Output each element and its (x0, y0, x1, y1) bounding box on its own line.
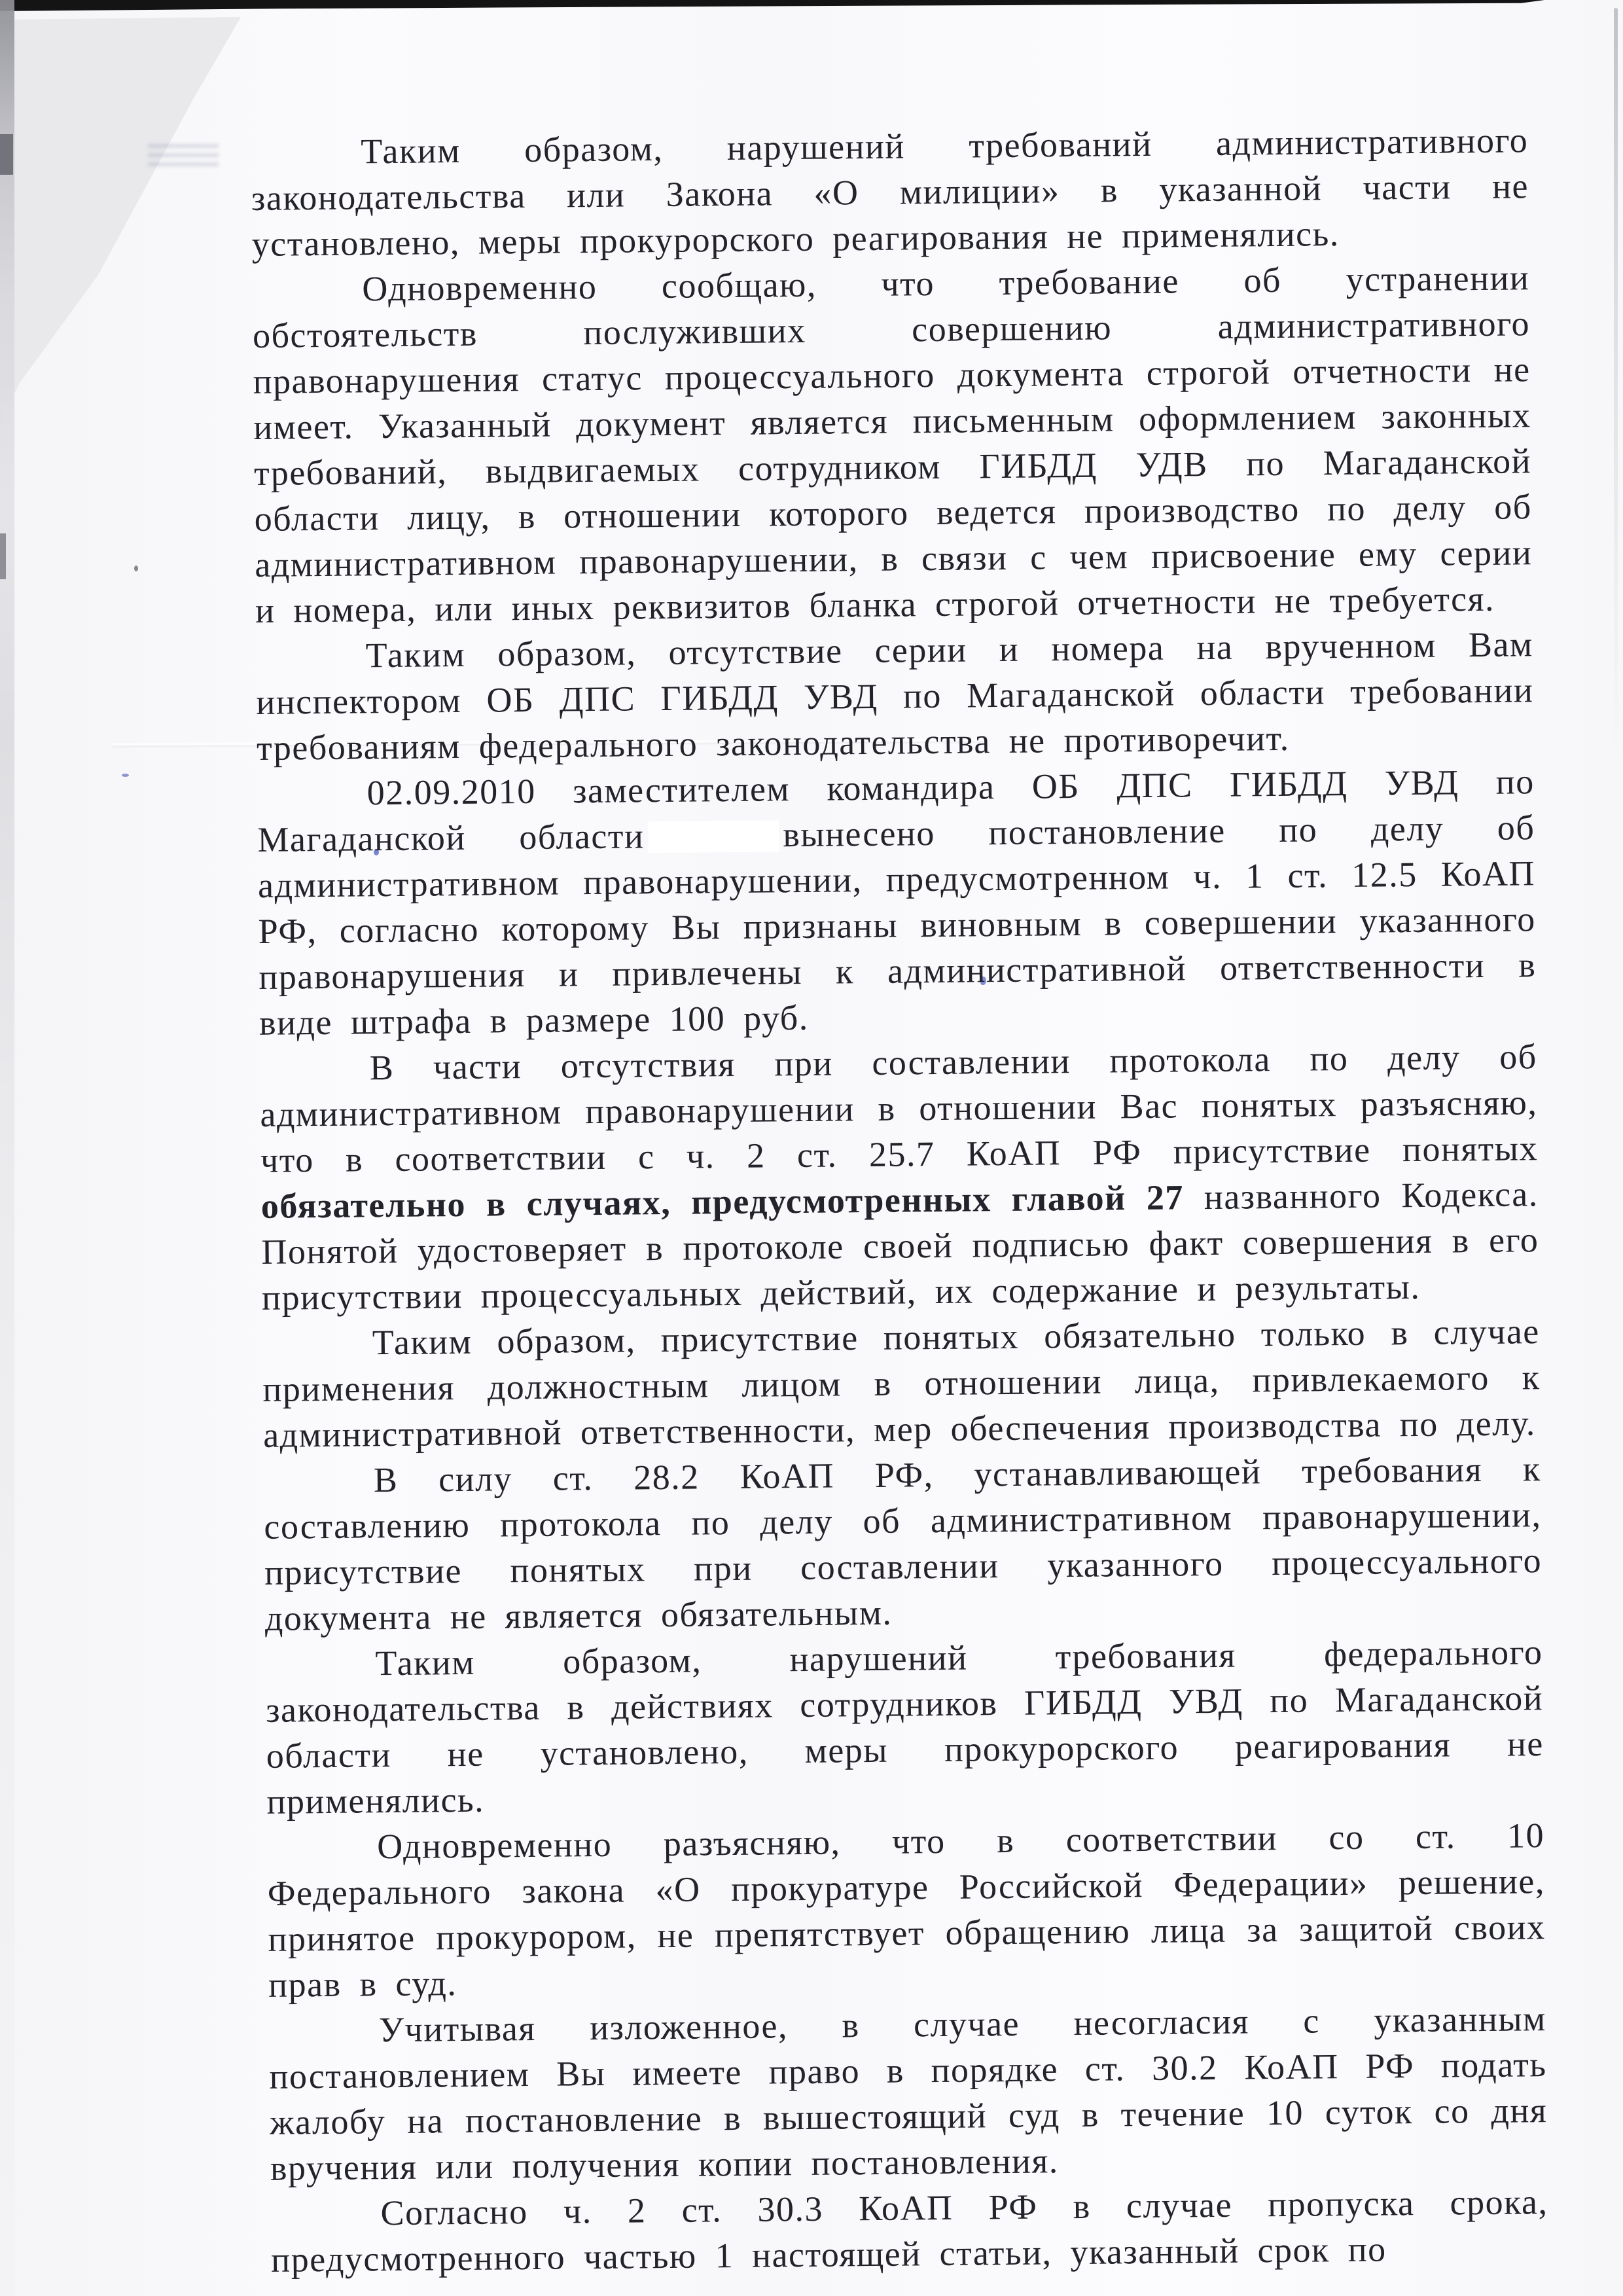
text-run: Таким образом, присутствие понятых обязательно только в случае применения должностным лицом в отношении лица, привлекаемого к административной ответственности, мер обеспечения производства по делу. (262, 1312, 1541, 1455)
ink-speck (122, 774, 129, 777)
text-run: Таким образом, нарушений требования федерального законодательства в действиях сотрудников ГИБДД УВД по Магаданской области не установлено, меры прокурорского реагирования не применялись. (265, 1632, 1544, 1821)
scanner-edge-top (0, 0, 1544, 11)
paragraph (262, 1308, 1541, 1458)
text-run: 02.09.2010 заместителем командира ОБ ДПС ГИБДД УВД по Магаданской области (257, 762, 1535, 859)
text-run: Согласно ч. 2 ст. 30.3 КоАП РФ в случае пропуска срока, предусмотренного частью 1 настоящей статьи, указанный срок по (270, 2182, 1548, 2280)
text-run: В силу ст. 28.2 КоАП РФ, устанавливающей требования к составлению протокола по делу об административном правонарушении, присутствие понятых при составлении указанного процессуального документа не является обязательным. (264, 1449, 1543, 1638)
paragraph (255, 621, 1534, 771)
paragraph (257, 759, 1537, 1046)
paragraph (263, 1446, 1543, 1641)
paragraph (251, 117, 1529, 267)
paragraph (265, 1629, 1544, 1825)
paragraph (267, 1812, 1546, 2008)
text-run: Учитывая изложенное, в случае несогласия с указанным постановлением Вы имеете право в порядке ст. 30.2 КоАП РФ подать жалобу на постановление в вышестоящий суд в течение 10 суток со дня вручения или получения копии постановления. (269, 1999, 1548, 2188)
bold-text-run: обязательно в случаях, предусмотренных главой 27 (260, 1177, 1185, 1226)
text-run: вынесено постановление по делу об административном правонарушении, предусмотренном ч. 1 ст. 12.5 КоАП РФ, согласно которому Вы признаны виновным в совершении указанного правонарушения и привлечены к административной ответственности в виде штрафа в размере 100 руб. (257, 808, 1537, 1043)
paragraph (259, 1033, 1539, 1321)
page-fold-wedge (0, 0, 255, 445)
text-run: В части отсутствия при составлении протокола по делу об административном правонарушении в отношении Вас понятых разъясняю, что в соответствии с ч. 2 ст. 25.7 КоАП РФ присутствие понятых (260, 1037, 1539, 1180)
text-run: Одновременно разъясняю, что в соответствии со ст. 10 Федерального закона «О прокуратуре Российской Федерации» решение, принятое прокурором, не препятствует обращению лица за защитой своих прав в суд. (267, 1816, 1546, 2005)
illegible-stamp-artifact (148, 144, 219, 171)
text-run: названного Кодекса. Понятой удостоверяет в протоколе своей подписью факт совершения в его присутствии процессуальных действий, их содержание и результаты. (261, 1174, 1539, 1318)
scanner-edge-left-dark-segment (0, 134, 13, 175)
paragraph (252, 255, 1533, 634)
text-run: Одновременно сообщаю, что требование об устранении обстоятельств послуживших совершению административного правонарушения статус процессуального документа строгой отчетности не имеет. Указанный документ является письменным оформлением законных требований, выдвигаемых сотрудником ГИБДД УДВ по Магаданской области лицу, в отношении которого ведется производство по делу об административном правонарушении, в связи с чем присвоение ему серии и номера, или иных реквизитов бланка строгой отчетности не требуется. (252, 258, 1533, 630)
scanner-edge-left (0, 0, 14, 2296)
scanner-edge-left-dark-segment (0, 533, 6, 579)
ink-speck (134, 565, 138, 571)
text-run: Таким образом, нарушений требований административного законодательства или Закона «О милиции» в указанной части не установлено, меры прокурорского реагирования не применялись. (251, 120, 1529, 264)
text-run: Таким образом, отсутствие серии и номера на врученном Вам инспектором ОБ ДПС ГИБДД УВД по Магаданской области требовании требованиям федерального законодательства не противоречит. (256, 624, 1534, 768)
page-edge-right (1614, 8, 1618, 761)
redaction-box (648, 820, 779, 853)
paragraph (270, 2179, 1548, 2283)
paragraph (269, 1996, 1548, 2191)
letter-body (251, 117, 1548, 2283)
